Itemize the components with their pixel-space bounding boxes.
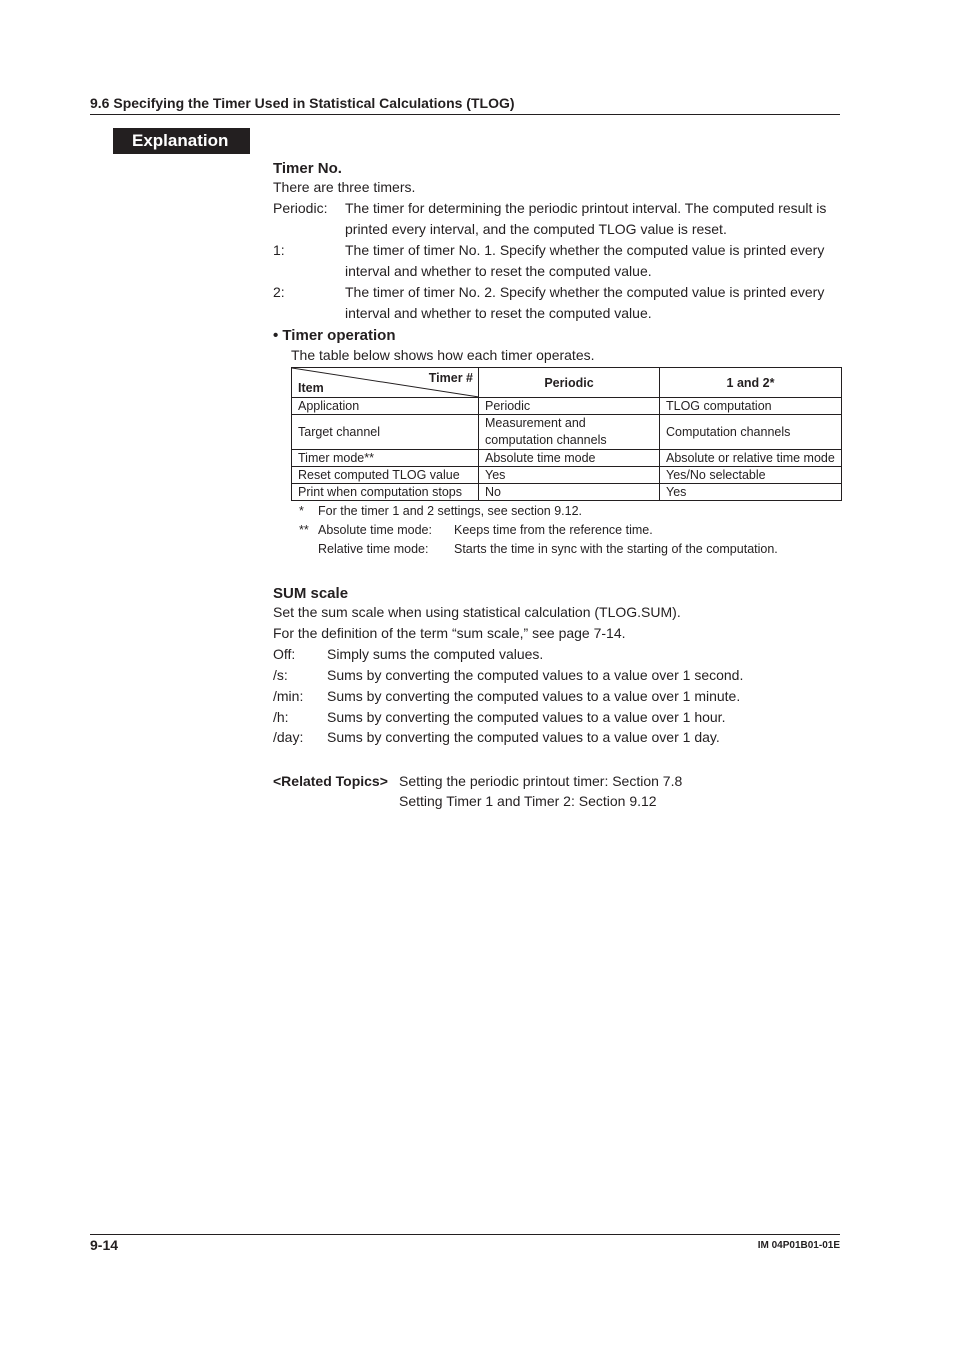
related-topic-link[interactable]: Setting Timer 1 and Timer 2: Section 9.12 xyxy=(399,793,657,809)
table-cell: Reset computed TLOG value xyxy=(292,467,479,484)
corner-item-label: Item xyxy=(298,381,324,395)
note-rel-label: Relative time mode: xyxy=(318,542,429,556)
timer-item-label: 1: xyxy=(273,242,285,258)
table-cell: Timer mode** xyxy=(292,450,479,467)
sum-scale-item-label: /day: xyxy=(273,729,304,745)
sum-scale-item-label: /min: xyxy=(273,688,304,704)
note-rel-text: Starts the time in sync with the starting of the computation. xyxy=(454,542,778,556)
sum-scale-heading: SUM scale xyxy=(273,585,349,602)
sum-scale-item-label: /h: xyxy=(273,709,289,725)
timer-operation-heading: • Timer operation xyxy=(273,327,396,344)
table-cell: Absolute or relative time mode xyxy=(660,450,842,467)
table-row xyxy=(292,398,842,415)
timer-item-text: The timer of timer No. 2. Specify whether the computed value is printed every interval and whether to reset the computed value. xyxy=(345,284,825,321)
note-star-text: For the timer 1 and 2 settings, see section 9.12. xyxy=(318,504,583,518)
page-number: 9-14 xyxy=(90,1237,119,1253)
table-cell: No xyxy=(479,484,660,501)
sum-scale-item-text: Sums by converting the computed values to a value over 1 day. xyxy=(327,729,720,745)
timer-item-label: Periodic: xyxy=(273,200,328,216)
corner-timer-label: Timer # xyxy=(428,371,473,385)
timer-no-heading: Timer No. xyxy=(273,160,342,177)
related-topic-link[interactable]: Setting the periodic printout timer: Section 7.8 xyxy=(399,773,683,789)
sum-scale-item-text: Sums by converting the computed values to a value over 1 minute. xyxy=(327,688,741,704)
table-cell: Periodic xyxy=(479,398,660,415)
table-cell: Yes/No selectable xyxy=(660,467,842,484)
timer-item-text: The timer of timer No. 1. Specify whether the computed value is printed every interval and whether to reset the computed value. xyxy=(345,242,825,279)
note-abs-text: Keeps time from the reference time. xyxy=(454,523,653,537)
timer-item-2 xyxy=(273,284,841,326)
document-id: IM 04P01B01-01E xyxy=(757,1240,840,1251)
timer-item-periodic xyxy=(273,200,841,242)
timer-item-text: The timer for determining the periodic printout interval. The computed result is printed every interval, and the computed TLOG value is reset. xyxy=(345,200,827,237)
column-header: Periodic xyxy=(479,368,660,398)
sum-scale-item-text: Simply sums the computed values. xyxy=(327,646,544,662)
table-row xyxy=(292,450,842,467)
sum-scale-line2: For the definition of the term “sum scale,” see page 7-14. xyxy=(273,625,626,641)
explanation-banner: Explanation xyxy=(113,128,250,154)
sum-scale-item-text: Sums by converting the computed values to a value over 1 second. xyxy=(327,667,744,683)
note-abs-label: Absolute time mode: xyxy=(318,523,432,537)
note-dstar-mark: ** xyxy=(299,523,309,537)
table-cell: Yes xyxy=(660,484,842,501)
timer-operation-intro: The table below shows how each timer operates. xyxy=(291,347,595,363)
table-cell: Target channel xyxy=(292,415,479,450)
table-cell: Computation channels xyxy=(660,415,842,450)
timer-operation-table xyxy=(291,367,842,501)
sum-scale-item-text: Sums by converting the computed values to a value over 1 hour. xyxy=(327,709,726,725)
timer-item-1 xyxy=(273,242,841,284)
section-title: 9.6 Specifying the Timer Used in Statistical Calculations (TLOG) xyxy=(90,95,515,111)
table-row xyxy=(292,415,842,450)
column-header: 1 and 2* xyxy=(660,368,842,398)
table-corner-cell xyxy=(292,368,479,398)
table-cell: Absolute time mode xyxy=(479,450,660,467)
table-cell: Application xyxy=(292,398,479,415)
header-rule xyxy=(90,114,840,115)
sum-scale-item-label: /s: xyxy=(273,667,288,683)
table-row xyxy=(292,484,842,501)
timer-item-label: 2: xyxy=(273,284,285,300)
timer-no-intro: There are three timers. xyxy=(273,179,416,195)
table-header-row xyxy=(292,368,842,398)
footer-rule xyxy=(90,1234,840,1235)
sum-scale-item-label: Off: xyxy=(273,646,296,662)
table-cell: TLOG computation xyxy=(660,398,842,415)
sum-scale-line1: Set the sum scale when using statistical calculation (TLOG.SUM). xyxy=(273,604,681,620)
table-cell: Measurement and computation channels xyxy=(479,415,660,450)
note-star-mark: * xyxy=(299,504,304,518)
table-cell: Yes xyxy=(479,467,660,484)
table-row xyxy=(292,467,842,484)
table-cell: Print when computation stops xyxy=(292,484,479,501)
related-topics-label: <Related Topics> xyxy=(273,773,388,789)
